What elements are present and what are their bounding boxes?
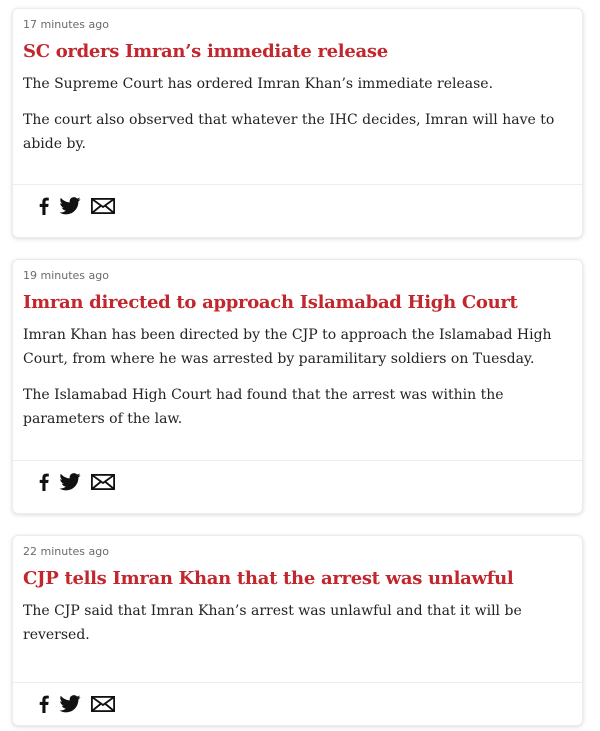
update-timestamp: 22 minutes ago (23, 545, 109, 558)
email-icon[interactable] (91, 694, 115, 714)
update-paragraph: The court also observed that whatever the IHC decides, Imran will have to abide by. (23, 112, 555, 152)
update-card (12, 535, 583, 726)
update-paragraph: The Islamabad High Court had found that the arrest was within the parameters of the law. (23, 387, 504, 427)
twitter-icon[interactable] (59, 472, 81, 492)
update-timestamp: 17 minutes ago (23, 18, 109, 31)
update-paragraph: Imran Khan has been directed by the CJP to approach the Islamabad High Court, from where he was arrested by paramilitary soldiers on Tuesday. (23, 327, 552, 367)
facebook-icon[interactable] (39, 694, 49, 714)
email-icon[interactable] (91, 472, 115, 492)
twitter-icon[interactable] (59, 196, 81, 216)
twitter-icon[interactable] (59, 694, 81, 714)
live-updates-feed (12, 8, 583, 726)
update-headline[interactable]: Imran directed to approach Islamabad High Court (23, 292, 518, 313)
facebook-icon[interactable] (39, 196, 49, 216)
update-card (12, 8, 583, 238)
update-paragraph: The CJP said that Imran Khan’s arrest was unlawful and that it will be reversed. (23, 603, 522, 643)
share-bar (13, 460, 582, 503)
update-paragraph: The Supreme Court has ordered Imran Khan’s immediate release. (23, 76, 494, 92)
email-icon[interactable] (91, 196, 115, 216)
update-headline[interactable]: CJP tells Imran Khan that the arrest was unlawful (23, 568, 514, 589)
update-headline[interactable]: SC orders Imran’s immediate release (23, 41, 388, 62)
facebook-icon[interactable] (39, 472, 49, 492)
update-timestamp: 19 minutes ago (23, 269, 109, 282)
share-bar (13, 682, 582, 725)
share-bar (13, 184, 582, 227)
update-card (12, 259, 583, 514)
